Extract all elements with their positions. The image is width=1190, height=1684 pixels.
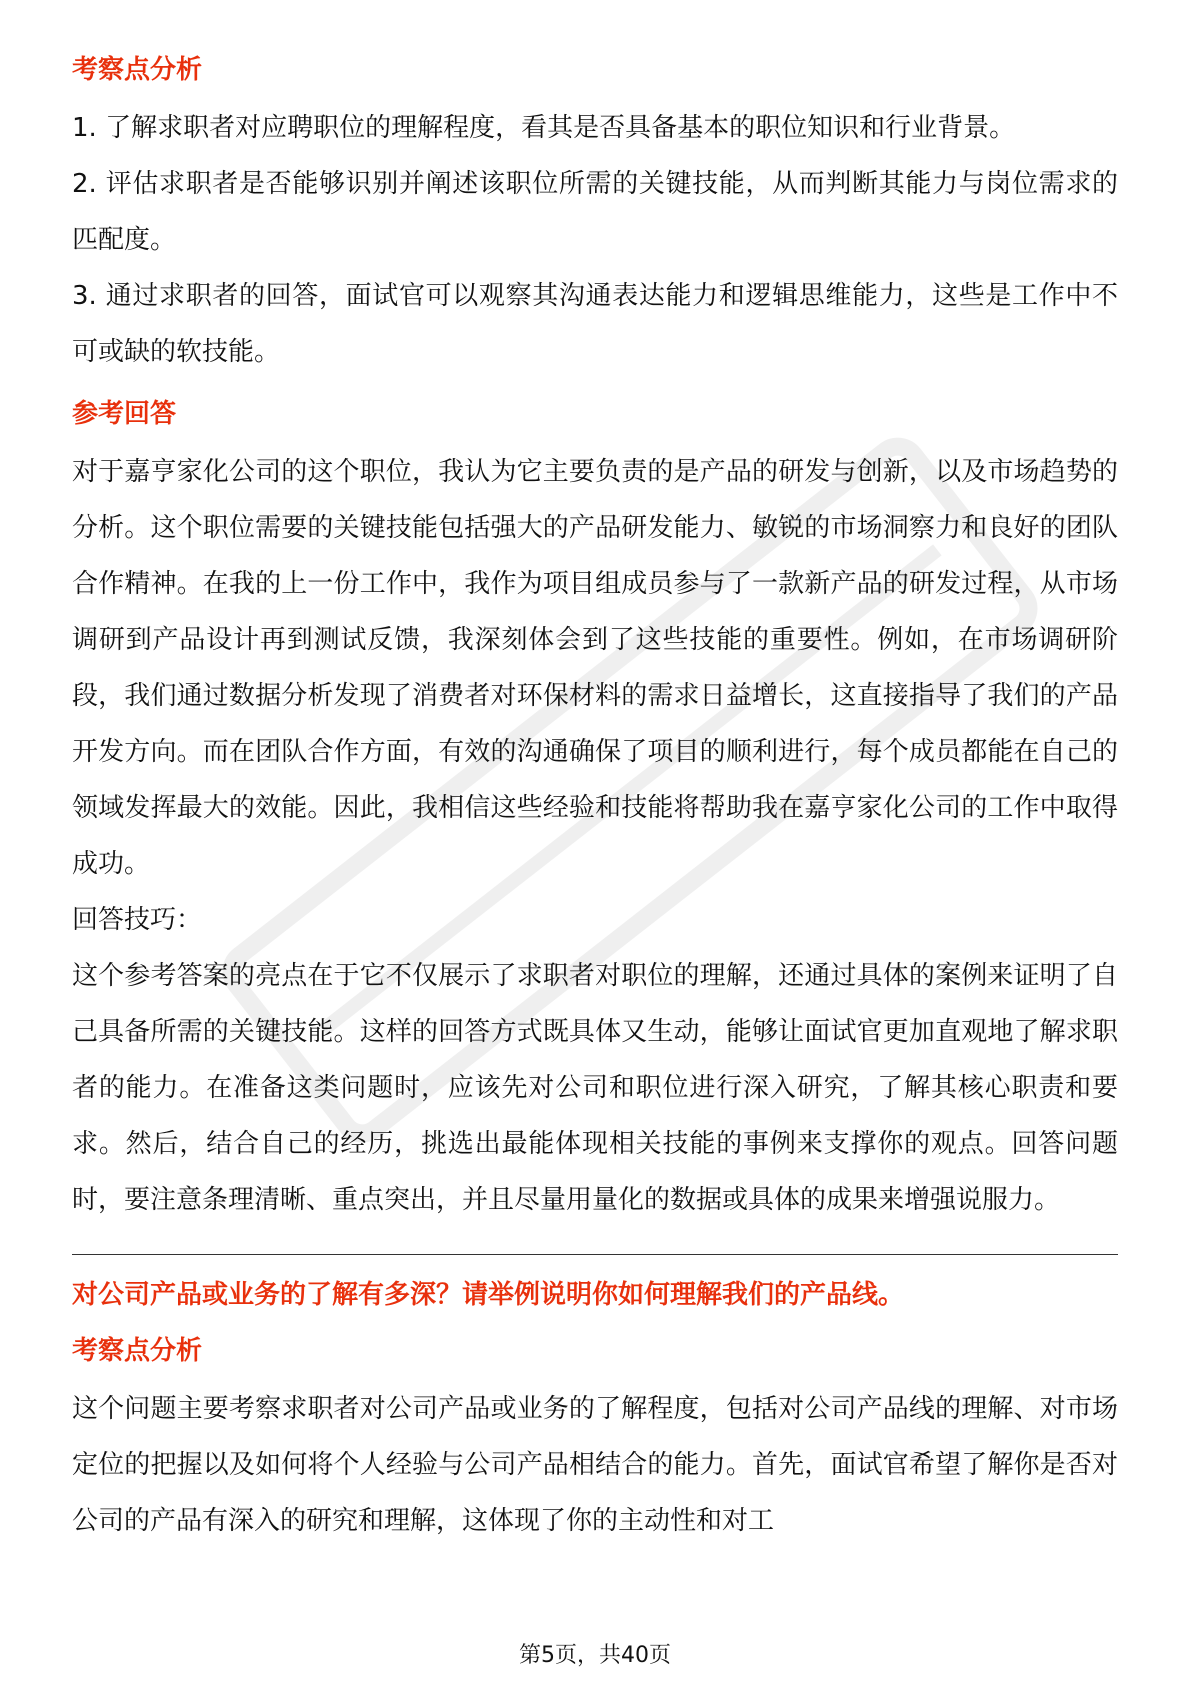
analysis-item-3: 3. 通过求职者的回答，面试官可以观察其沟通表达能力和逻辑思维能力，这些是工作中不可或缺的软技能。	[72, 281, 1118, 367]
analysis-item-1: 1. 了解求职者对应聘职位的理解程度，看其是否具备基本的职位知识和行业背景。	[72, 113, 1016, 143]
section-heading-analysis: 考察点分析	[72, 55, 203, 85]
section-heading-reference-answer: 参考回答	[72, 399, 177, 429]
reference-answer-text: 对于嘉亨家化公司的这个职位，我认为它主要负责的是产品的研发与创新，以及市场趋势的分析。这个职位需要的关键技能包括强大的产品研发能力、敏锐的市场洞察力和良好的团队合作精神。在我的上一份工作中，我作为项目组成员参与了一款新产品的研发过程，从市场调研到产品设计再到测试反馈，我深刻体会到了这些技能的重要性。例如，在市场调研阶段，我们通过数据分析发现了消费者对环保材料的需求日益增长，这直接指导了我们的产品开发方向。而在团队合作方面，有效的沟通确保了项目的顺利进行，每个成员都能在自己的领域发挥最大的效能。因此，我相信这些经验和技能将帮助我在嘉亨家化公司的工作中取得成功。	[72, 457, 1118, 879]
main-content	[72, 48, 1118, 1549]
section-divider	[72, 1254, 1118, 1255]
page-number: 第5页，共40页	[519, 1643, 671, 1668]
analysis-item-2: 2. 评估求职者是否能够识别并阐述该职位所需的关键技能，从而判断其能力与岗位需求的匹配度。	[72, 169, 1118, 255]
analysis-text-2: 这个问题主要考察求职者对公司产品或业务的了解程度，包括对公司产品线的理解、对市场定位的把握以及如何将个人经验与公司产品相结合的能力。首先，面试官希望了解你是否对公司的产品有深入的研究和理解，这体现了你的主动性和对工	[72, 1394, 1118, 1536]
answer-tips-text: 这个参考答案的亮点在于它不仅展示了求职者对职位的理解，还通过具体的案例来证明了自己具备所需的关键技能。这样的回答方式既具体又生动，能够让面试官更加直观地了解求职者的能力。在准备这类问题时，应该先对公司和职位进行深入研究，了解其核心职责和要求。然后，结合自己的经历，挑选出最能体现相关技能的事例来支撑你的观点。回答问题时，要注意条理清晰、重点突出，并且尽量用量化的数据或具体的成果来增强说服力。	[72, 961, 1118, 1215]
question-title: 对公司产品或业务的了解有多深？请举例说明你如何理解我们的产品线。	[72, 1280, 905, 1310]
section-heading-analysis-2: 考察点分析	[72, 1336, 203, 1366]
answer-tips-label: 回答技巧：	[72, 905, 203, 935]
